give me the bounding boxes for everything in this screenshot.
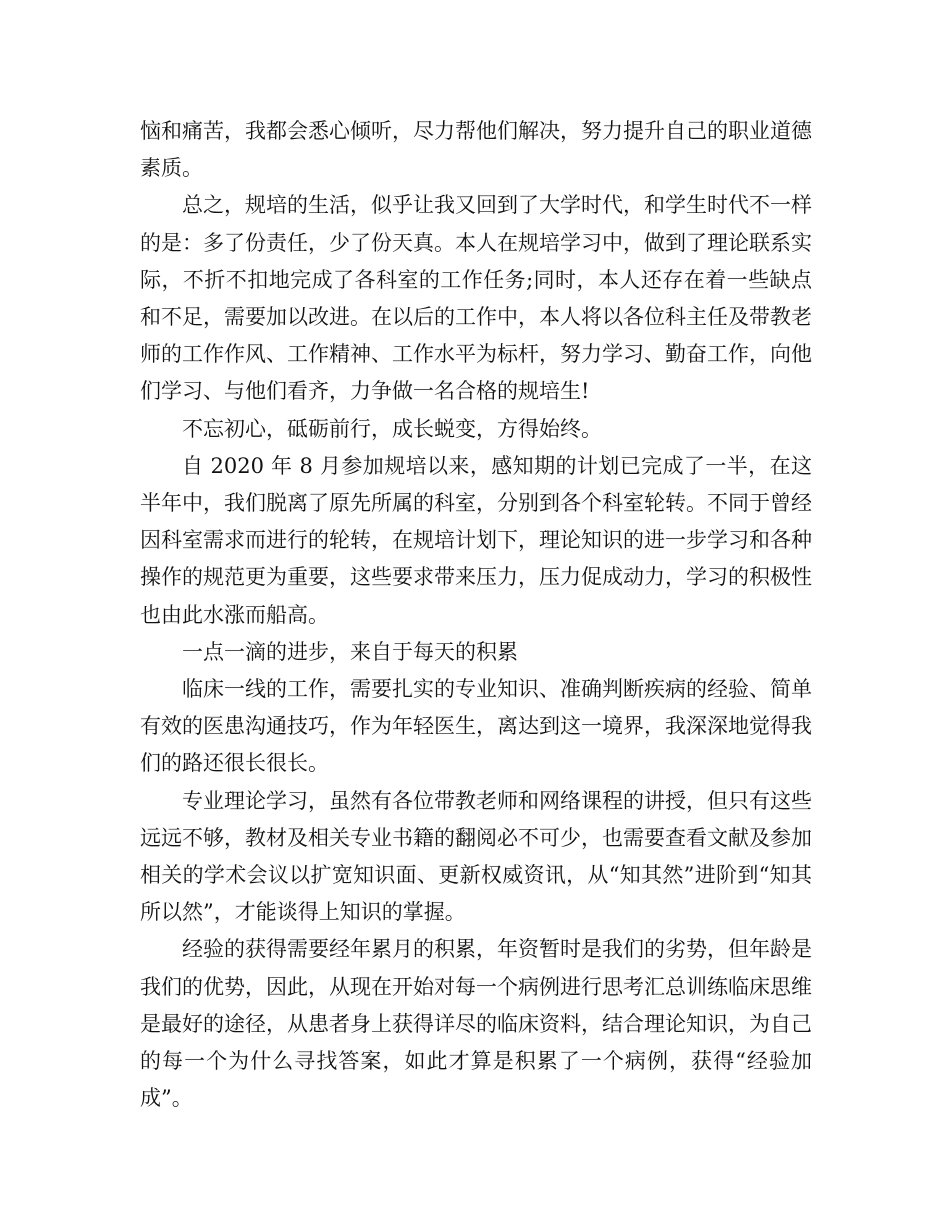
paragraph-clinical-work: 临床一线的工作，需要扎实的专业知识、准确判断疾病的经验、简单有效的医患沟通技巧，作为年轻医生，离达到这一境界，我深深地觉得我们的路还很长很长。 (140, 677, 812, 776)
paragraph-since-2020: 自 2020 年 8 月参加规培以来，感知期的计划已完成了一半，在这半年中，我们脱离了原先所属的科室，分别到各个科室轮转。不同于曾经因科室需求而进行的轮转，在规培计划下，理论知识的进一步学习和各种操作的规范更为重要，这些要求带来压力，压力促成动力，学习的积极性也由此水涨而船高。 (140, 453, 812, 627)
paragraph-theory-study: 专业理论学习，虽然有各位带教老师和网络课程的讲授，但只有这些远远不够，教材及相关专业书籍的翻阅必不可少，也需要查看文献及参加相关的学术会议以扩宽知识面、更新权威资讯，从“知其然”进阶到“知其所以然”，才能谈得上知识的掌握。 (140, 788, 812, 925)
paragraph-experience: 经验的获得需要经年累月的积累，年资暂时是我们的劣势，但年龄是我们的优势，因此，从现在开始对每一个病例进行思考汇总训练临床思维是最好的途径，从患者身上获得详尽的临床资料，结合理论知识，为自己的每一个为什么寻找答案，如此才算是积累了一个病例，获得“经验加成”。 (140, 937, 812, 1111)
paragraph-summary: 总之，规培的生活，似乎让我又回到了大学时代，和学生时代不一样的是：多了份责任，少了份天真。本人在规培学习中，做到了理论联系实际，不折不扣地完成了各科室的工作任务;同时，本人还存在着一些缺点和不足，需要加以改进。在以后的工作中，本人将以各位科主任及带教老师的工作作风、工作精神、工作水平为标杆，努力学习、勤奋工作，向他们学习、与他们看齐，力争做一名合格的规培生! (140, 193, 812, 404)
body-text (140, 113, 812, 1117)
section-heading-progress: 一点一滴的进步，来自于每天的积累 (182, 639, 518, 664)
paragraph-continued: 恼和痛苦，我都会悉心倾听，尽力帮他们解决，努力提升自己的职业道德素质。 (140, 119, 812, 181)
paragraph-motto: 不忘初心，砥砺前行，成长蜕变，方得始终。 (182, 416, 602, 441)
